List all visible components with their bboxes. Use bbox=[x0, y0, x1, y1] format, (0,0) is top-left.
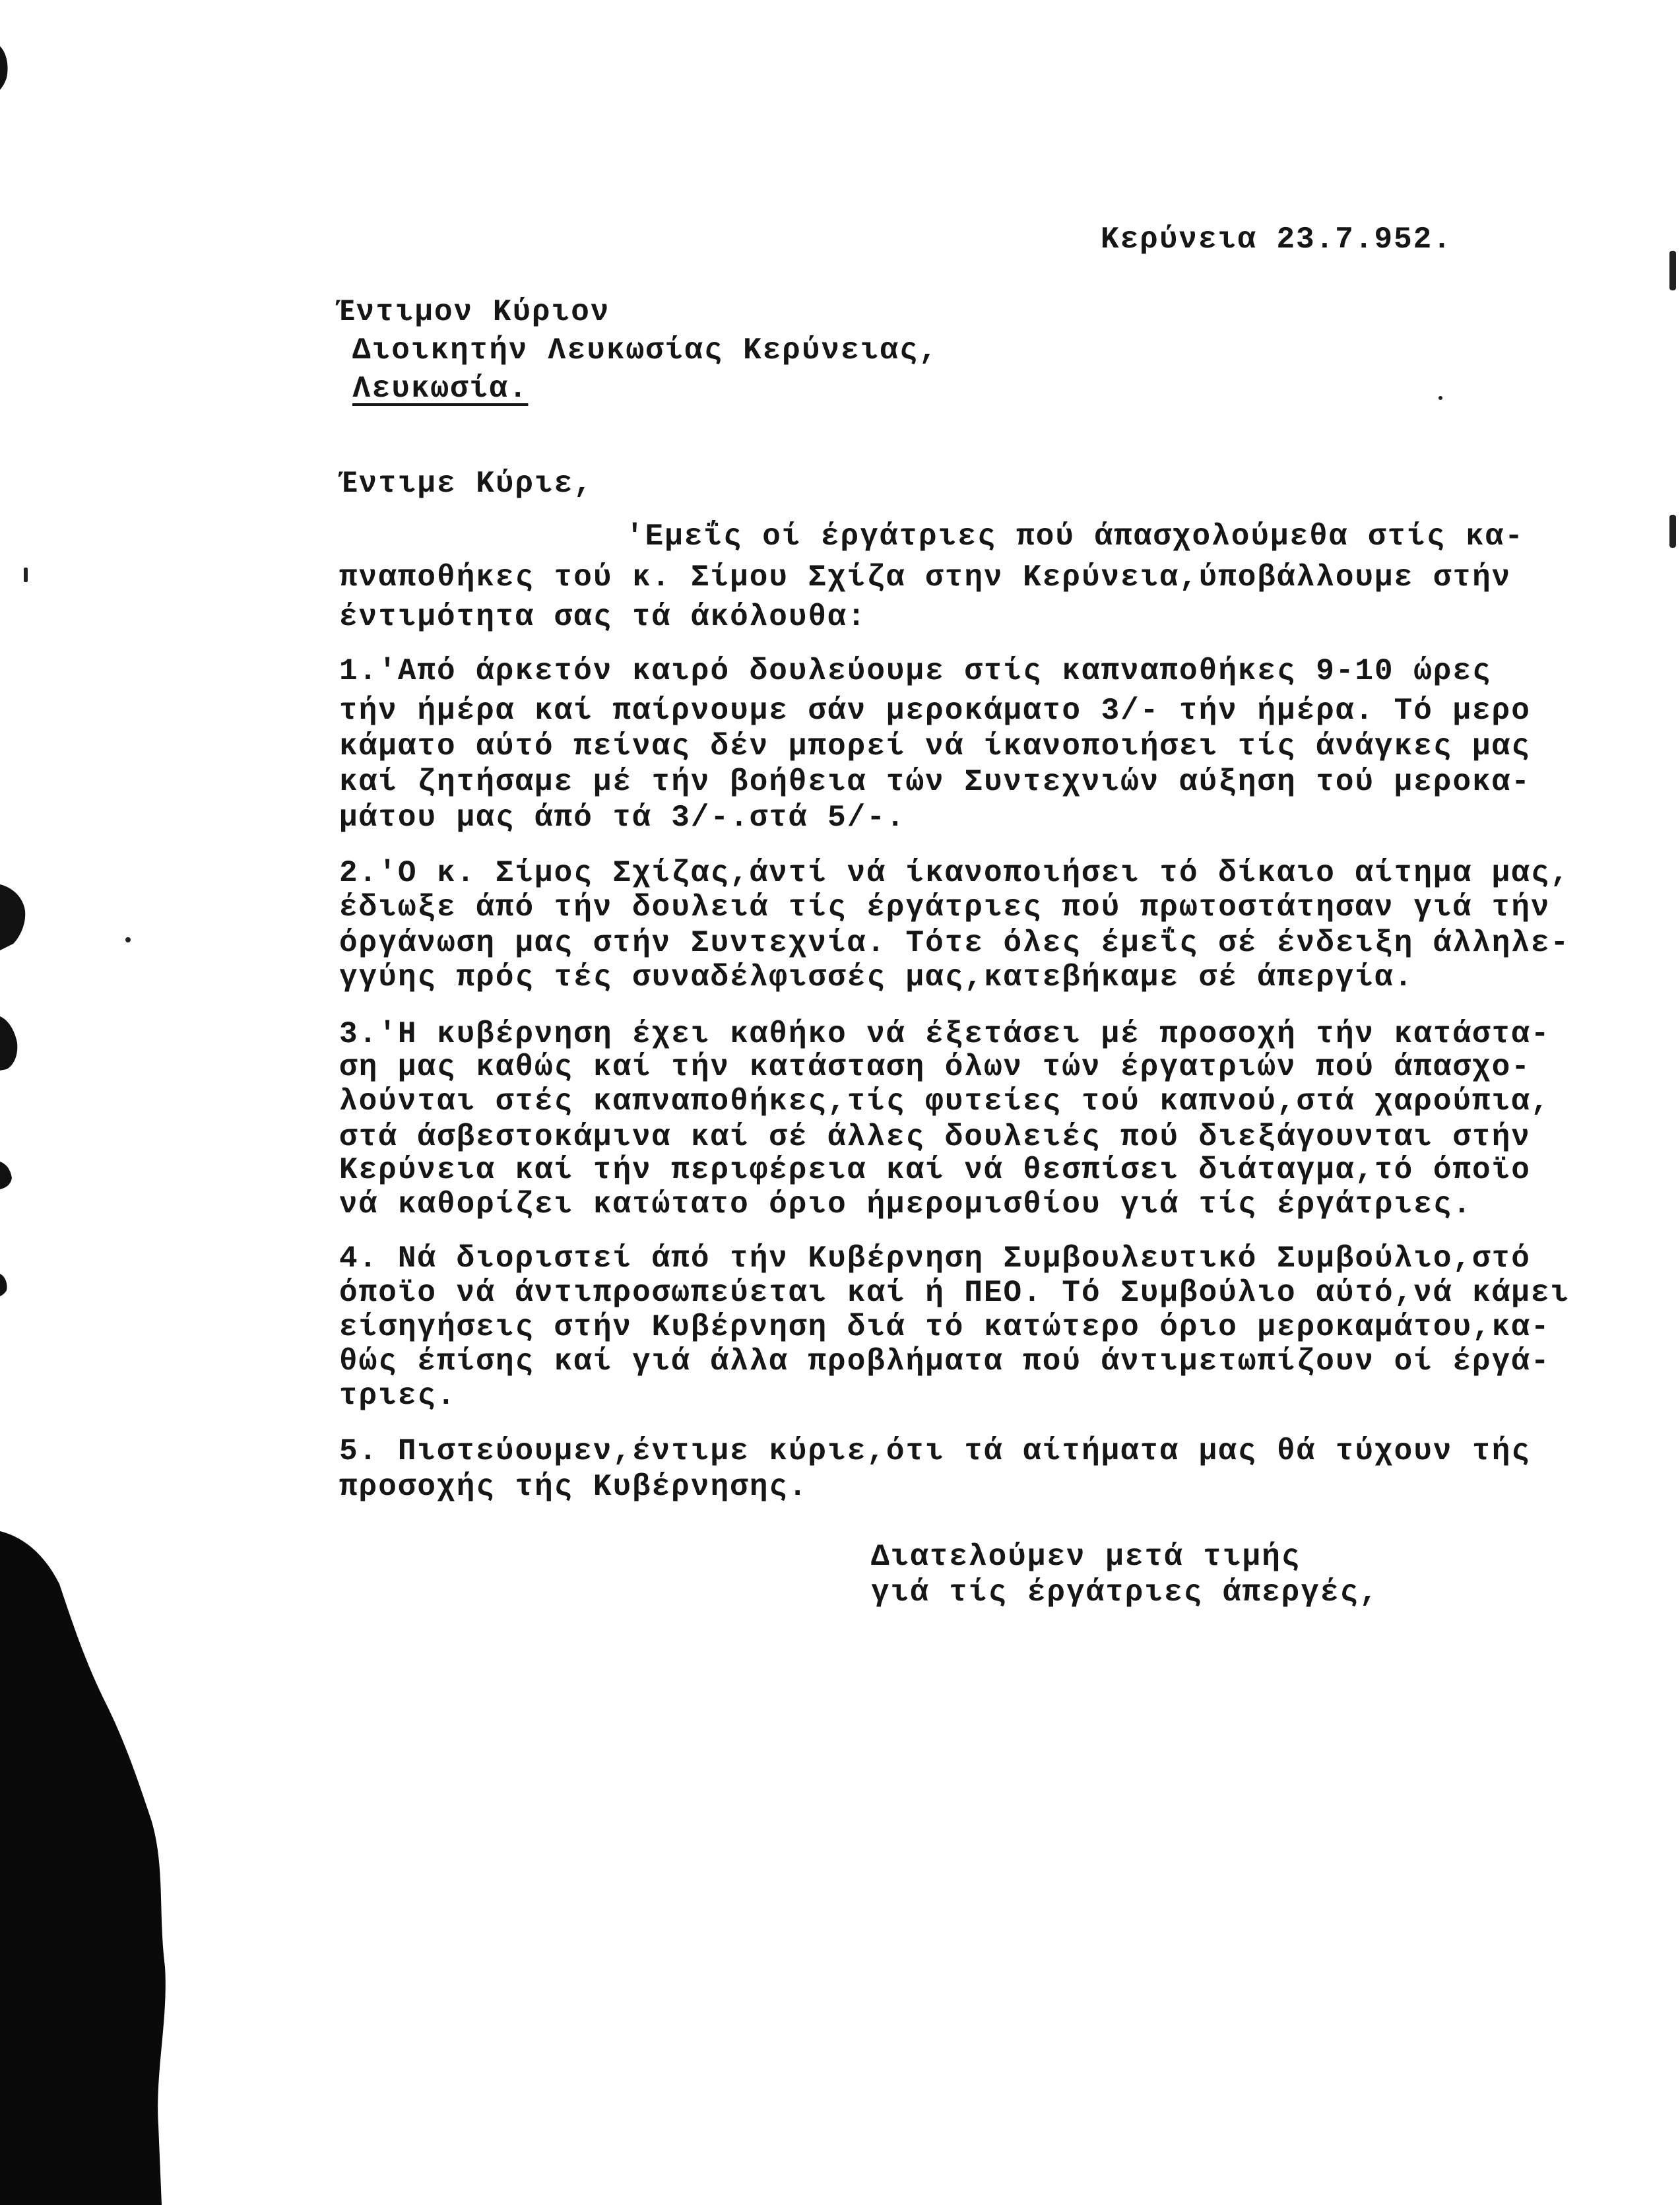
point-4-line: θώς έπίσης καί γιά άλλα προβλήματα πού άντιμετωπίζουν οί έργά- bbox=[339, 1344, 1551, 1379]
point-1-line: 1.'Από άρκετόν καιρό δουλεύουμε στίς καπναποθήκες 9-10 ώρες bbox=[339, 654, 1492, 688]
scan-speck bbox=[1438, 396, 1442, 400]
point-2-line: έδιωξε άπό τήν δουλειά τίς έργάτριες πού πρωτοστάτησαν γιά τήν bbox=[339, 890, 1551, 925]
point-3-line: 3.'Η κυβέρνηση έχει καθήκο νά έξετάσει μέ προσοχή τήν κατάστα- bbox=[339, 1017, 1551, 1051]
closing-line: γιά τίς έργάτριες άπεργές, bbox=[871, 1575, 1379, 1610]
point-2-line: όργάνωση μας στήν Συντεχνία. Τότε όλες έμεΐς σέ ένδειξη άλληλε- bbox=[339, 926, 1570, 960]
addressee-line-2: Διοικητήν Λευκωσίας Κερύνειας, bbox=[352, 333, 939, 368]
point-2-line: γγύης πρός τές συναδέλφισσές μας,κατεβήκαμε σέ άπεργία. bbox=[339, 960, 1414, 995]
closing-line: Διατελούμεν μετά τιμής bbox=[871, 1540, 1301, 1574]
point-1-line: καί ζητήσαμε μέ τήν βοήθεια τών Συντεχνιών αύξηση τού μεροκα- bbox=[339, 765, 1531, 799]
point-4-line: είσηγήσεις στήν Κυβέρνηση διά τό κατώτερο όριο μεροκαμάτου,κα- bbox=[339, 1310, 1551, 1344]
place-date: Κερύνεια 23.7.952. bbox=[1101, 222, 1452, 257]
point-3-line: νά καθορίζει κατώτατο όριο ήμερομισθίου γιά τίς έργάτριες. bbox=[339, 1187, 1473, 1222]
scan-speck bbox=[1669, 515, 1676, 548]
point-4-line: όποϊο νά άντιπροσωπεύεται καί ή ΠΕΟ. Τό Συμβούλιο αύτό,νά κάμει bbox=[339, 1276, 1570, 1310]
point-5-line: προσοχής τής Κυβέρνησης. bbox=[339, 1470, 808, 1504]
point-3-line: στά άσβεστοκάμινα καί σέ άλλες δουλειές πού διεξάγουνται στήν bbox=[339, 1120, 1531, 1154]
point-4-line: 4. Νά διοριστεί άπό τήν Κυβέρνηση Συμβουλευτικό Συμβούλιο,στό bbox=[339, 1241, 1531, 1276]
point-2-line: 2.'Ο κ. Σίμος Σχίζας,άντί νά ίκανοποιήσει τό δίκαιο αίτημα μας, bbox=[339, 856, 1570, 890]
scan-speck bbox=[24, 568, 28, 582]
salutation: Έντιμε Κύριε, bbox=[339, 467, 593, 501]
point-1-line: τήν ήμέρα καί παίρνουμε σάν μεροκάματο 3/- τήν ήμέρα. Τό μερο bbox=[339, 694, 1531, 728]
intro-line: 'Εμεΐς οί έργάτριες πού άπασχολούμεθα στίς κα- bbox=[626, 519, 1524, 554]
scan-speck bbox=[1669, 251, 1676, 290]
addressee-line-1: Έντιμον Κύριον bbox=[337, 295, 610, 329]
intro-line: έντιμότητα σας τά άκόλουθα: bbox=[339, 600, 867, 634]
point-4-line: τριες. bbox=[339, 1379, 457, 1413]
point-3-line: Κερύνεια καί τήν περιφέρεια καί νά θεσπίσει διάταγμα,τό όποϊο bbox=[339, 1153, 1531, 1187]
addressee-line-3: Λευκωσία. bbox=[352, 372, 529, 406]
point-1-line: κάματο αύτό πείνας δέν μπορεί νά ίκανοποιήσει τίς άνάγκες μας bbox=[339, 729, 1531, 764]
scan-edge-shadow bbox=[0, 0, 172, 2205]
point-3-line: λούνται στές καπναποθήκες,τίς φυτείες τού καπνού,στά χαρούπια, bbox=[339, 1084, 1551, 1119]
point-1-line: μάτου μας άπό τά 3/-.στά 5/-. bbox=[339, 801, 906, 835]
intro-line: πναποθήκες τού κ. Σίμου Σχίζα στην Κερύνεια,ύποβάλλουμε στήν bbox=[339, 560, 1512, 595]
scan-speck bbox=[125, 937, 131, 942]
point-5-line: 5. Πιστεύουμεν,έντιμε κύριε,ότι τά αίτήματα μας θά τύχουν τής bbox=[339, 1434, 1531, 1468]
point-3-line: ση μας καθώς καί τήν κατάσταση όλων τών έργατριών πού άπασχο- bbox=[339, 1050, 1531, 1084]
